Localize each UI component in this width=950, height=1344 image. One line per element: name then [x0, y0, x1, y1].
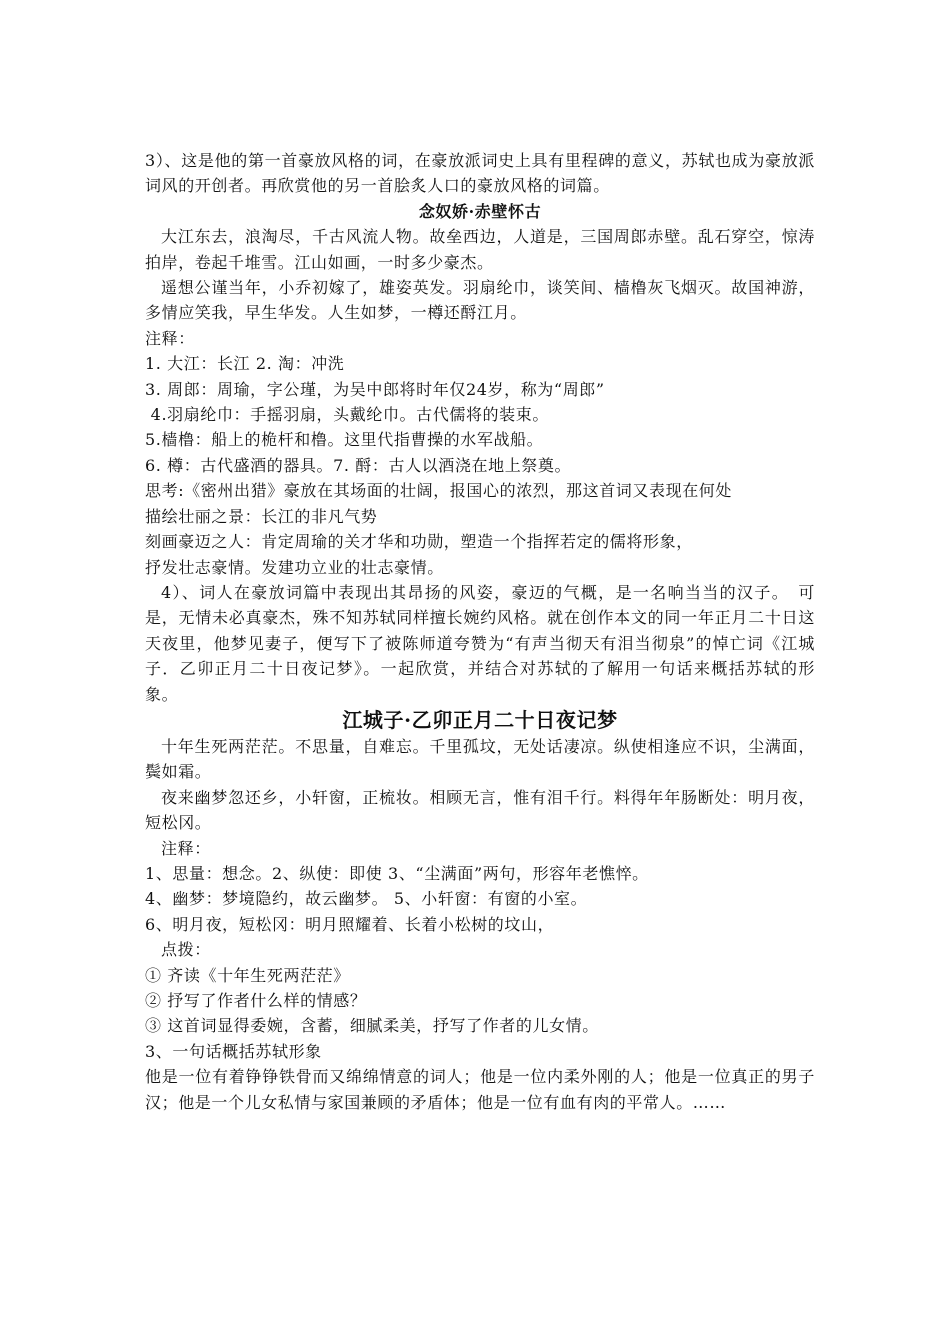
- poem2-guide-item: ① 齐读《十年生死两茫茫》: [145, 965, 350, 985]
- poem1-title: 念奴娇·赤壁怀古: [418, 201, 542, 221]
- section3-intro: 3）、这是他的第一首豪放风格的词，在豪放派词史上具有里程碑的意义，苏轼也成为豪放派词风的开创者。再欣赏他的另一首脍炙人口的豪放风格的词篇。: [145, 151, 815, 196]
- document-page: [145, 148, 815, 1115]
- poem1-stanza2: 遥想公谨当年，小乔初嫁了，雄姿英发。羽扇纶巾，谈笑间、樯橹灰飞烟灭。故国神游，多情应笑我，早生华发。人生如梦，一樽还酹江月。: [145, 278, 815, 323]
- poem2-note: 1、思量：想念。2、纵使：即使 3、“尘满面”两句，形容年老憔悴。: [145, 863, 649, 883]
- poem1-think: 思考:《密州出猎》豪放在其场面的壮阔，报国心的浓烈，那这首词又表现在何处: [145, 481, 732, 501]
- poem2-stanza2: 夜来幽梦忽还乡，小轩窗，正梳妆。相顾无言，惟有泪千行。料得年年肠断处：明月夜，短松冈。: [145, 787, 815, 833]
- poem1-answer: 抒发壮志豪情。发建功立业的壮志豪情。: [145, 557, 444, 577]
- poem2-guide-label: 点拨：: [161, 940, 211, 960]
- poem1-answer: 刻画豪迈之人：肯定周瑜的关才华和功勋，塑造一个指挥若定的儒将形象，: [145, 532, 693, 552]
- poem2-guide-item: ② 抒写了作者什么样的情感？: [145, 991, 367, 1010]
- poem1-answer: 描绘壮丽之景：长江的非凡气势: [145, 506, 378, 526]
- poem1-note: 1. 大江：长江 2. 淘：冲洗: [145, 354, 345, 374]
- poem2-guide-item: ③ 这首词显得委婉，含蓄，细腻柔美，抒写了作者的儿女情。: [145, 1016, 599, 1036]
- poem2-title: 江城子·乙卯正月二十日夜记梦: [342, 707, 618, 732]
- poem2-stanza1: 十年生死两茫茫。不思量，自难忘。千里孤坟，无处话凄凉。纵使相逢应不识，尘满面，鬓如霜。: [145, 736, 815, 782]
- poem2-notes-label: 注释：: [161, 838, 211, 858]
- poem1-note: 5.樯橹：船上的桅杆和橹。这里代指曹操的水军战船。: [145, 430, 544, 450]
- poem1-stanza1: 大江东去，浪淘尽，千古风流人物。故垒西边，人道是，三国周郎赤壁。乱石穿空，惊涛拍岸，卷起千堆雪。江山如画，一时多少豪杰。: [145, 227, 815, 272]
- poem2-summary-label: 3、一句话概括苏轼形象: [145, 1041, 322, 1061]
- poem1-note: 3. 周郎：周瑜，字公瑾，为吴中郎将时年仅24岁，称为“周郎”: [145, 379, 605, 399]
- poem1-note: 6. 樽：古代盛酒的器具。7. 酹：古人以酒浇在地上祭奠。: [145, 455, 572, 475]
- section4-intro: 4）、词人在豪放词篇中表现出其昂扬的风姿，豪迈的气概，是一名响当当的汉子。 可是，无情未必真豪杰，殊不知苏轼同样擅长婉约风格。就在创作本文的同一年正月二十日这天夜里，他梦见妻子，便写下了被陈师道夸赞为“有声当彻天有泪当彻泉”的悼亡词《江城子．乙卯正月二十日夜记梦》。一起欣赏，并结合对苏轼的了解用一句话来概括苏轼的形象。: [145, 582, 815, 704]
- poem1-notes-label: 注释：: [145, 328, 195, 348]
- poem2-note: 6、明月夜，短松冈：明月照耀着、长着小松树的坟山，: [145, 914, 555, 934]
- poem2-summary: 他是一位有着铮铮铁骨而又绵绵情意的词人；他是一位内柔外刚的人；他是一位真正的男子汉；他是一个儿女私情与家国兼顾的矛盾体；他是一位有血有肉的平常人。……: [145, 1067, 815, 1112]
- poem2-note: 4、幽梦：梦境隐约，故云幽梦。 5、小轩窗：有窗的小室。: [145, 889, 588, 909]
- poem1-note: 4.羽扇纶巾：手摇羽扇，头戴纶巾。古代儒将的装束。: [145, 405, 549, 425]
